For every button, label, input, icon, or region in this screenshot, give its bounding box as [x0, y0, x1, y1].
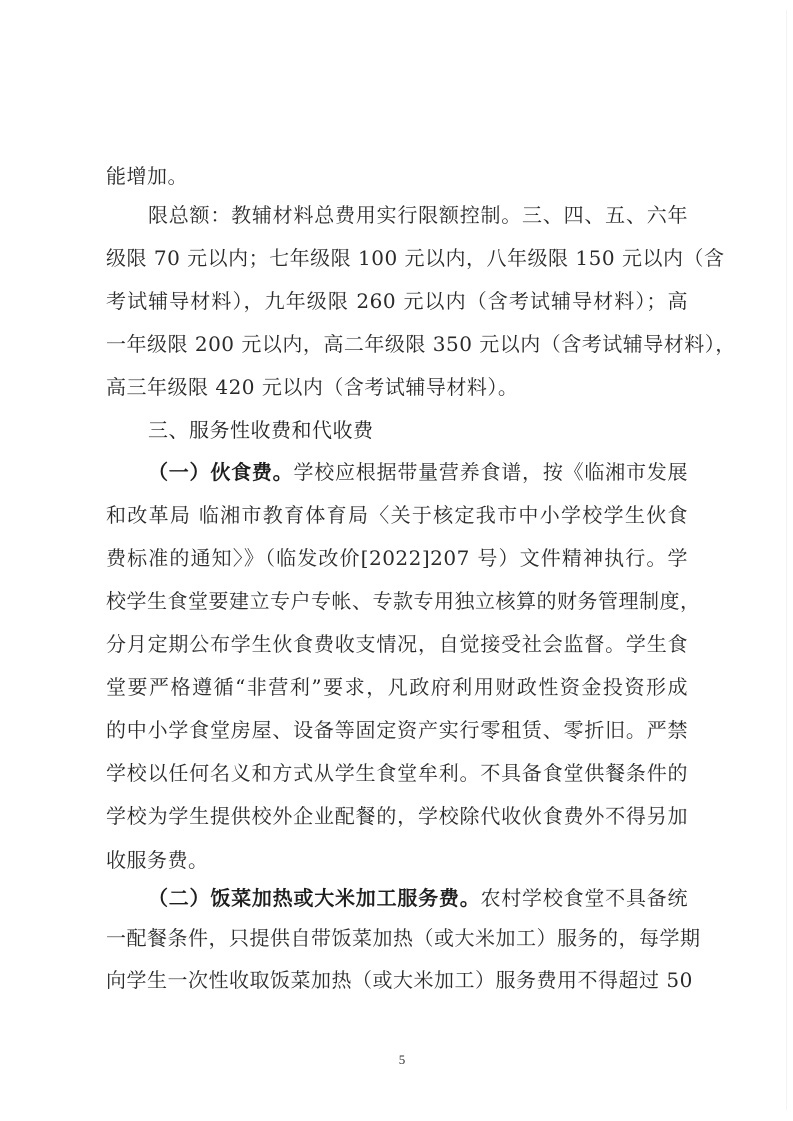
text-line: 校学生食堂要建立专户专帐、专款专用独立核算的财务管理制度， — [106, 589, 701, 613]
page-number: 5 — [398, 1052, 406, 1067]
text-line: 堂要严格遵循“非营利”要求，凡政府利用财政性资金投资形成 — [106, 675, 688, 699]
text-line: 学校以任何名义和方式从学生食堂牟利。不具备食堂供餐条件的 — [106, 761, 688, 785]
section-heading: 三、服务性收费和代收费 — [148, 418, 374, 442]
scan-edge — [786, 10, 787, 1110]
text-line: 向学生一次性收取饭菜加热（或大米加工）服务费用不得超过 50 — [106, 968, 693, 992]
text-line: 费标准的通知〉》（临发改价[2022]207 号）文件精神执行。学 — [106, 546, 688, 570]
paragraph-start-1 — [148, 457, 688, 487]
subsection-title-2: （二）饭菜加热或大米加工服务费。 — [148, 886, 481, 910]
paragraph-start-2 — [148, 883, 688, 913]
text-line: 收服务费。 — [106, 848, 209, 872]
subsection-text-2: 农村学校食堂不具备统 — [480, 886, 689, 910]
text-line: 一配餐条件，只提供自带饭菜加热（或大米加工）服务的，每学期 — [106, 926, 701, 950]
text-line: 一年级限 200 元以内，高二年级限 350 元以内（含考试辅导材料）， — [106, 332, 736, 356]
text-line: 的中小学食堂房屋、设备等固定资产实行零租赁、零折旧。严禁 — [106, 718, 688, 742]
subsection-title-1: （一）伙食费。 — [148, 460, 294, 484]
text-line: 学校为学生提供校外企业配餐的，学校除代收伙食费外不得另加 — [106, 804, 688, 828]
subsection-text-1: 学校应根据带量营养食谱，按《临湘市发展 — [293, 460, 689, 484]
text-line: 高三年级限 420 元以内（含考试辅导材料）。 — [106, 375, 519, 399]
text-line: 考试辅导材料），九年级限 260 元以内（含考试辅导材料）；高 — [106, 289, 688, 313]
text-line: 级限 70 元以内；七年级限 100 元以内，八年级限 150 元以内（含 — [106, 246, 725, 270]
text-line: 和改革局 临湘市教育体育局〈关于核定我市中小学校学生伙食 — [106, 503, 688, 527]
text-line: 分月定期公布学生伙食费收支情况，自觉接受社会监督。学生食 — [106, 632, 688, 656]
text-line: 能增加。 — [106, 164, 188, 188]
text-line: 限总额：教辅材料总费用实行限额控制。三、四、五、六年 — [148, 203, 688, 227]
